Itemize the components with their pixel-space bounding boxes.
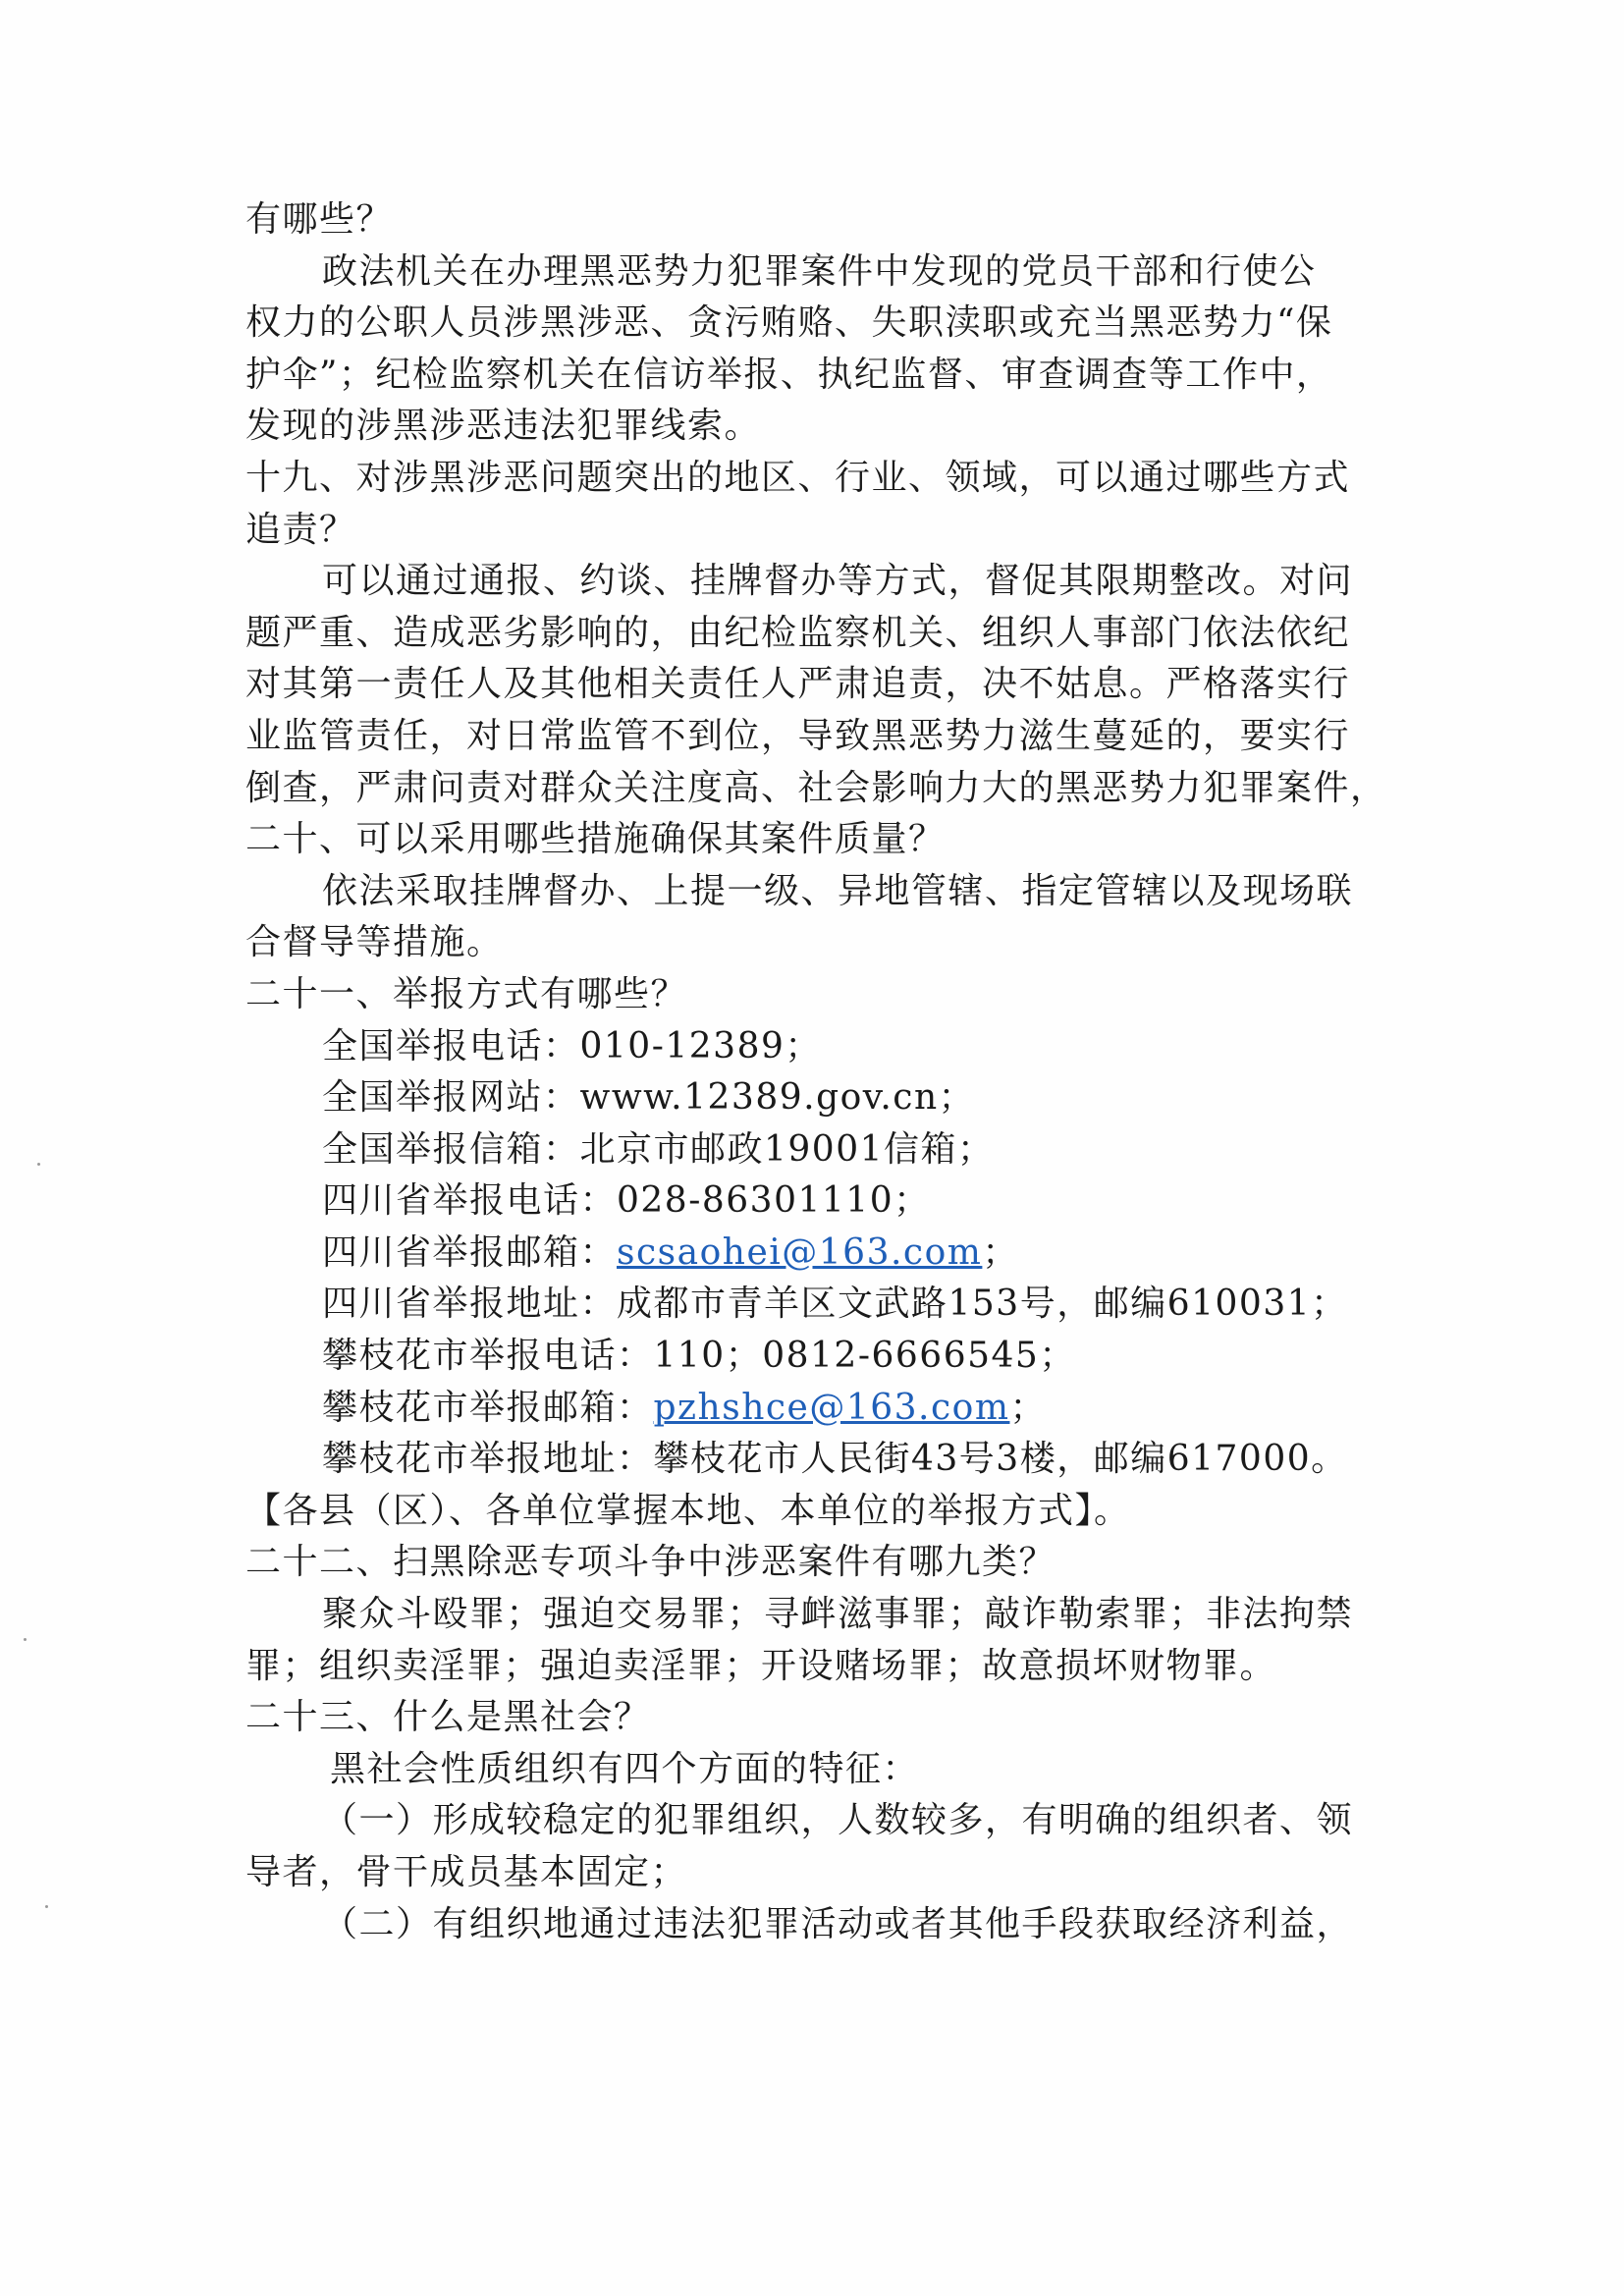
- text-line: 护伞”；纪检监察机关在信访举报、执纪监督、审查调查等工作中，: [245, 354, 1333, 395]
- report-address-panzhihua: 攀枝花市举报地址：攀枝花市人民街43号3楼，邮编617000。: [322, 1439, 1348, 1480]
- report-phone-sichuan: 四川省举报电话：028-86301110；: [322, 1180, 931, 1222]
- email-link-panzhihua[interactable]: pzhshce@163.com: [653, 1387, 1010, 1428]
- scan-speck: [45, 1905, 48, 1908]
- scan-speck: [37, 1163, 40, 1166]
- email-label: 攀枝花市举报邮箱：: [322, 1387, 654, 1428]
- text-line: （一）形成较稳定的犯罪组织，人数较多，有明确的组织者、领: [322, 1800, 1354, 1841]
- text-line: 题严重、造成恶劣影响的，由纪检监察机关、组织人事部门依法依纪: [245, 612, 1351, 653]
- text-line: 对其第一责任人及其他相关责任人严肃追责，决不姑息。严格落实行: [245, 664, 1351, 705]
- text-line: 【各县（区）、各单位掌握本地、本单位的举报方式】。: [245, 1490, 1131, 1531]
- section-heading: 二十二、扫黑除恶专项斗争中涉恶案件有哪九类？: [245, 1542, 1056, 1583]
- section-heading: 二十、可以采用哪些措施确保其案件质量？: [245, 819, 946, 860]
- text-line: 罪；组织卖淫罪；强迫卖淫罪；开设赌场罪；故意损坏财物罪。: [245, 1645, 1277, 1686]
- report-address-sichuan: 四川省举报地址：成都市青羊区文武路153号，邮编610031；: [322, 1284, 1348, 1325]
- section-heading: 追责？: [245, 509, 356, 550]
- document-body: [245, 194, 1387, 1950]
- email-link-sichuan[interactable]: scsaohei@163.com: [617, 1231, 983, 1273]
- scan-speck: [24, 1638, 27, 1641]
- text-line: 政法机关在办理黑恶势力犯罪案件中发现的党员干部和行使公: [322, 250, 1317, 292]
- text-line: 依法采取挂牌督办、上提一级、异地管辖、指定管辖以及现场联: [322, 870, 1354, 911]
- report-mailbox-national: 全国举报信箱：北京市邮政19001信箱；: [322, 1128, 995, 1170]
- report-email-panzhihua: [245, 1383, 1384, 1435]
- text-line: 可以通过通报、约谈、挂牌督办等方式，督促其限期整改。对问: [322, 561, 1354, 602]
- text-line: 导者，骨干成员基本固定；: [245, 1852, 688, 1892]
- section-heading: 十九、对涉黑涉恶问题突出的地区、行业、领域，可以通过哪些方式: [245, 457, 1351, 498]
- text-line: 发现的涉黑涉恶违法犯罪线索。: [245, 406, 762, 447]
- email-label: 四川省举报邮箱：: [322, 1231, 618, 1273]
- text-line: 聚众斗殴罪；强迫交易罪；寻衅滋事罪；敲诈勒索罪；非法拘禁: [322, 1594, 1354, 1635]
- report-website-national: 全国举报网站：www.12389.gov.cn；: [322, 1077, 976, 1119]
- punctuation: ；: [1009, 1387, 1047, 1428]
- section-heading: 二十三、什么是黑社会？: [245, 1697, 651, 1738]
- text-line: 倒查，严肃问责对群众关注度高、社会影响力大的黑恶势力犯罪案件，: [245, 767, 1387, 808]
- text-line: 业监管责任，对日常监管不到位，导致黑恶势力滋生蔓延的，要实行: [245, 715, 1351, 756]
- report-phone-panzhihua: 攀枝花市举报电话：110；0812-6666545；: [322, 1336, 1076, 1377]
- text-line: 黑社会性质组织有四个方面的特征：: [330, 1748, 920, 1789]
- section-heading: 二十一、举报方式有哪些？: [245, 973, 688, 1014]
- text-line: 权力的公职人员涉黑涉恶、贪污贿赂、失职渎职或充当黑恶势力“保: [245, 302, 1333, 344]
- punctuation: ；: [982, 1231, 1019, 1273]
- report-phone-national: 全国举报电话：010-12389；: [322, 1025, 822, 1066]
- text-line: （二）有组织地通过违法犯罪活动或者其他手段获取经济利益，: [322, 1903, 1354, 1944]
- text-line: 有哪些？: [245, 199, 394, 240]
- text-line: 合督导等措施。: [245, 922, 504, 963]
- report-email-sichuan: [245, 1228, 1384, 1280]
